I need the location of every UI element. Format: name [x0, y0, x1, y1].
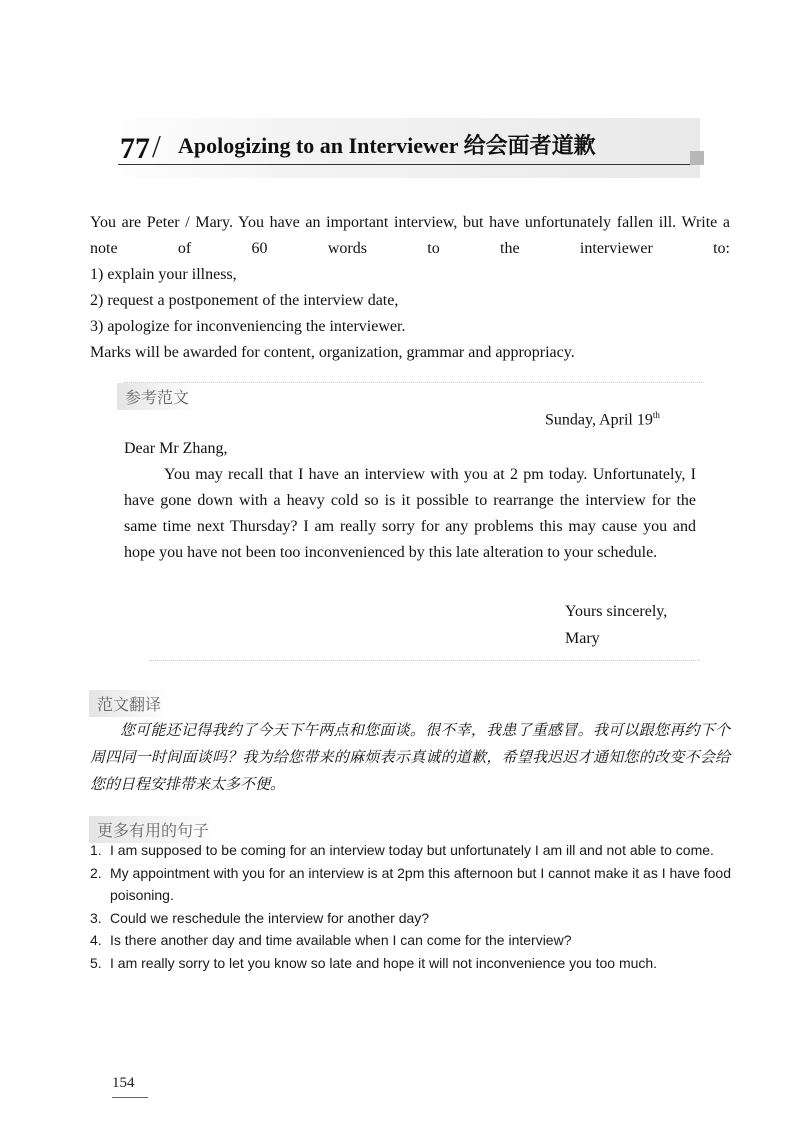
- prompt-point-1: 1) explain your illness,: [90, 266, 237, 283]
- item-number: 2.: [90, 864, 102, 881]
- translation-text: 您可能还记得我约了今天下午两点和您面谈。很不幸，我患了重感冒。我可以跟您再约下个周四同一时间面谈吗？我为给您带来的麻烦表示真诚的道歉，希望我迟迟才通知您的改变不会给您的日程安排带来太多不便。: [90, 721, 730, 793]
- letter-closing: Yours sincerely,: [565, 603, 668, 620]
- page-title: Apologizing to an Interviewer 给会面者道歉: [178, 133, 596, 158]
- item-text: Is there another day and time available when I can come for the interview?: [110, 932, 572, 948]
- list-item: [90, 929, 732, 952]
- sample-letter: [124, 436, 696, 566]
- sample-top-divider: [124, 382, 704, 383]
- list-item: [90, 952, 732, 975]
- item-number: 1.: [90, 842, 102, 858]
- header-slash-mark: /: [152, 128, 161, 164]
- more-sentences-label: 更多有用的句子: [89, 816, 217, 843]
- translation-block: [90, 717, 730, 798]
- useful-sentence-list: [90, 839, 732, 974]
- page-number: 154: [112, 1075, 135, 1091]
- list-item: [90, 862, 732, 907]
- item-text: I am really sorry to let you know so late and hope it will not inconvenience you too much.: [110, 954, 658, 971]
- prompt-point-2: 2) request a postponement of the interview date,: [90, 292, 399, 309]
- item-text: Could we reschedule the interview for another day?: [110, 909, 430, 926]
- item-text: I am supposed to be coming for an interview today but unfortunately I am ill and not able to come.: [110, 842, 714, 858]
- letter-closing-block: [565, 598, 667, 652]
- item-number: 3.: [90, 909, 102, 926]
- task-prompt: [90, 210, 730, 366]
- item-text: My appointment with you for an interview is at 2pm this afternoon but I cannot make it as I have food poisoning.: [110, 864, 731, 903]
- prompt-point-3: 3) apologize for inconveniencing the interviewer.: [90, 318, 406, 335]
- header-square-mark: [690, 151, 704, 165]
- unit-number: 77: [120, 132, 150, 165]
- list-item: [90, 907, 732, 930]
- letter-body: You may recall that I have an interview with you at 2 pm today. Unfortunately, I have gone down with a heavy cold so is it possible to rearrange the interview for the same time next Thursday? I am really sorry for any problems this may cause you and hope you have not been too inconvenienced by this late alteration to your schedule.: [124, 466, 696, 561]
- translation-label: 范文翻译: [89, 690, 169, 717]
- list-item: [90, 839, 732, 862]
- letter-date-text: Sunday, April 19: [545, 411, 653, 429]
- header-rule: [118, 164, 694, 165]
- letter-signature: Mary: [565, 630, 600, 647]
- sample-essay-label: 参考范文: [117, 383, 197, 410]
- page-number-underline: [112, 1097, 148, 1098]
- prompt-intro: You are Peter / Mary. You have an important interview, but have unfortunately fallen ill. Write a note of 60 words to the interviewer to:: [90, 214, 730, 257]
- item-number: 5.: [90, 954, 102, 971]
- prompt-marking-note: Marks will be awarded for content, organization, grammar and appropriacy.: [90, 344, 575, 361]
- letter-greeting: Dear Mr Zhang,: [124, 440, 228, 457]
- item-number: 4.: [90, 932, 102, 948]
- sample-bottom-divider: [150, 660, 700, 661]
- letter-date-suffix: th: [652, 410, 660, 420]
- letter-date: [545, 410, 660, 429]
